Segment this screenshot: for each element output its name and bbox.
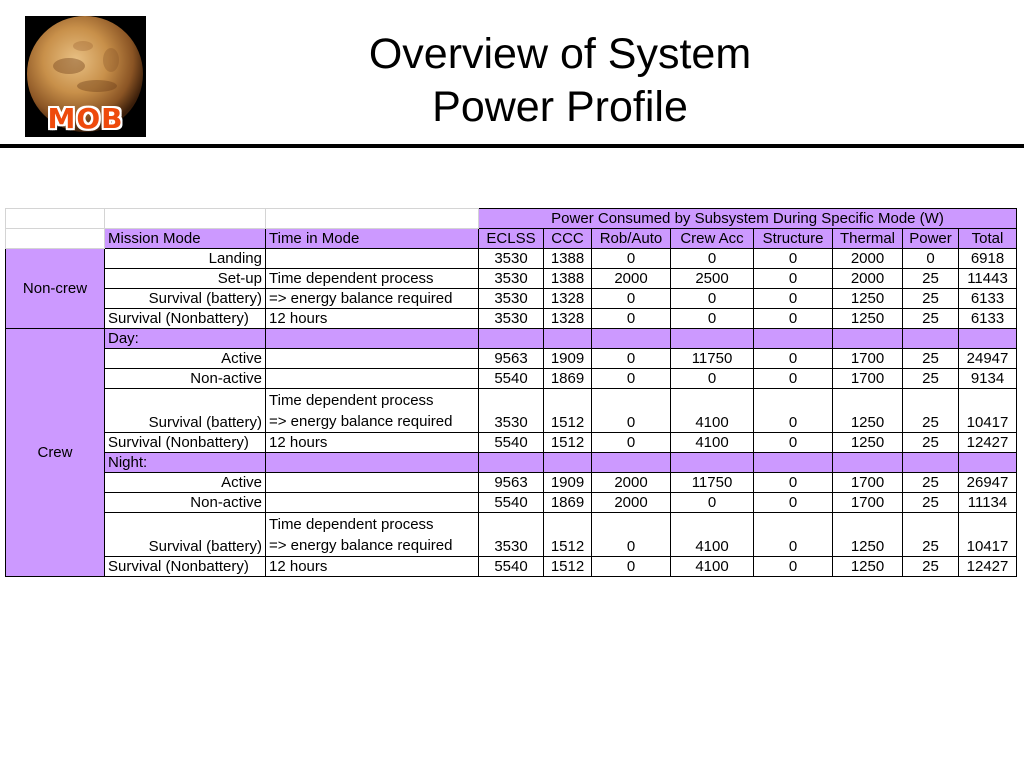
value-cell: 0 [754,513,833,557]
value-cell: 2000 [592,269,671,289]
section-label-day: Day: [105,329,266,349]
value-cell: 3530 [479,513,544,557]
time-cell [266,249,479,269]
value-cell: 0 [592,289,671,309]
time-cell [266,473,479,493]
mode-cell: Survival (battery) [105,513,266,557]
value-cell: 0 [754,473,833,493]
value-cell: 0 [754,389,833,433]
mode-cell: Non-active [105,493,266,513]
table-row [6,369,1017,389]
value-cell: 4100 [671,513,754,557]
value-cell: 4100 [671,389,754,433]
total-cell: 6918 [959,249,1017,269]
total-cell: 10417 [959,513,1017,557]
section-fill [671,453,754,473]
value-cell: 1388 [544,249,592,269]
total-cell: 11134 [959,493,1017,513]
section-fill [544,329,592,349]
section-fill [959,329,1017,349]
title-line-1: Overview of System [368,30,752,78]
value-cell: 1250 [833,433,903,453]
total-cell: 26947 [959,473,1017,493]
time-line-1: Time dependent process [269,515,434,533]
value-cell: 0 [671,369,754,389]
value-cell: 0 [592,513,671,557]
total-cell: 24947 [959,349,1017,369]
value-cell: 1700 [833,493,903,513]
value-cell: 2000 [833,249,903,269]
value-cell: 1512 [544,433,592,453]
mode-cell: Active [105,349,266,369]
section-fill [671,329,754,349]
value-cell: 0 [592,349,671,369]
value-cell: 1328 [544,289,592,309]
header-structure: Structure [754,229,833,249]
mode-cell: Landing [105,249,266,269]
value-cell: 0 [754,493,833,513]
empty-cell [105,209,266,229]
empty-cell [266,209,479,229]
time-cell: 12 hours [266,309,479,329]
header-total: Total [959,229,1017,249]
section-fill [479,453,544,473]
value-cell: 0 [754,433,833,453]
total-cell: 12427 [959,557,1017,577]
empty-cell [6,229,105,249]
mode-cell: Survival (battery) [105,389,266,433]
value-cell: 1512 [544,513,592,557]
value-cell: 1250 [833,389,903,433]
value-cell: 1700 [833,473,903,493]
table-row [6,389,1017,433]
value-cell: 1909 [544,349,592,369]
value-cell: 2000 [592,473,671,493]
header-row [6,229,1017,249]
value-cell: 0 [903,249,959,269]
time-cell [266,389,479,433]
value-cell: 0 [592,309,671,329]
section-fill [833,329,903,349]
power-profile-table [5,208,1017,577]
value-cell: 0 [754,309,833,329]
value-cell: 0 [592,249,671,269]
value-cell: 1909 [544,473,592,493]
value-cell: 0 [754,369,833,389]
value-cell: 2000 [833,269,903,289]
value-cell: 25 [903,369,959,389]
value-cell: 11750 [671,349,754,369]
section-fill [544,453,592,473]
section-row-night [6,453,1017,473]
table-row [6,249,1017,269]
value-cell: 0 [754,289,833,309]
time-cell [266,493,479,513]
value-cell: 11750 [671,473,754,493]
time-line-2: => energy balance required [269,412,453,430]
value-cell: 1328 [544,309,592,329]
section-row-day [6,329,1017,349]
value-cell: 1250 [833,289,903,309]
value-cell: 0 [671,289,754,309]
total-cell: 6133 [959,309,1017,329]
table-row [6,289,1017,309]
value-cell: 1250 [833,513,903,557]
value-cell: 0 [671,249,754,269]
section-fill [833,453,903,473]
header-ccc: CCC [544,229,592,249]
value-cell: 1869 [544,369,592,389]
value-cell: 25 [903,557,959,577]
value-cell: 0 [671,309,754,329]
mode-cell: Non-active [105,369,266,389]
value-cell: 0 [671,493,754,513]
section-fill [592,453,671,473]
value-cell: 1512 [544,389,592,433]
value-cell: 5540 [479,369,544,389]
time-cell: Time dependent process [266,269,479,289]
value-cell: 5540 [479,433,544,453]
section-fill [903,329,959,349]
value-cell: 25 [903,309,959,329]
value-cell: 4100 [671,433,754,453]
value-cell: 5540 [479,557,544,577]
group-crew: Crew [6,329,105,577]
subsystem-banner: Power Consumed by Subsystem During Specific Mode (W) [479,209,1017,229]
header-time-in-mode: Time in Mode [266,229,479,249]
mode-cell: Set-up [105,269,266,289]
value-cell: 3530 [479,249,544,269]
time-line-1: Time dependent process [269,391,434,409]
value-cell: 0 [754,557,833,577]
header-power: Power [903,229,959,249]
value-cell: 1869 [544,493,592,513]
header-mission-mode: Mission Mode [105,229,266,249]
section-fill [959,453,1017,473]
time-line-2: => energy balance required [269,536,453,554]
value-cell: 25 [903,349,959,369]
value-cell: 0 [592,389,671,433]
table-row [6,557,1017,577]
value-cell: 0 [754,249,833,269]
mode-cell: Survival (battery) [105,289,266,309]
value-cell: 2500 [671,269,754,289]
mode-cell: Survival (Nonbattery) [105,309,266,329]
time-cell [266,349,479,369]
section-fill [479,329,544,349]
value-cell: 1700 [833,369,903,389]
header-rob-auto: Rob/Auto [592,229,671,249]
value-cell: 3530 [479,389,544,433]
total-cell: 9134 [959,369,1017,389]
mob-logo [25,16,146,137]
time-cell [266,369,479,389]
value-cell: 25 [903,389,959,433]
banner-row [6,209,1017,229]
value-cell: 5540 [479,493,544,513]
section-fill [592,329,671,349]
header-thermal: Thermal [833,229,903,249]
table-row [6,269,1017,289]
value-cell: 0 [592,557,671,577]
time-cell [266,513,479,557]
table-row [6,473,1017,493]
value-cell: 3530 [479,309,544,329]
value-cell: 0 [592,433,671,453]
value-cell: 4100 [671,557,754,577]
value-cell: 25 [903,493,959,513]
time-cell: => energy balance required [266,289,479,309]
value-cell: 2000 [592,493,671,513]
title-line-2: Power Profile [432,83,688,131]
mode-cell: Active [105,473,266,493]
time-cell: 12 hours [266,433,479,453]
total-cell: 10417 [959,389,1017,433]
section-label-night: Night: [105,453,266,473]
value-cell: 25 [903,289,959,309]
logo-text: MOB [47,102,124,135]
value-cell: 3530 [479,289,544,309]
value-cell: 1388 [544,269,592,289]
time-cell: 12 hours [266,557,479,577]
slide-title [250,28,870,134]
value-cell: 25 [903,473,959,493]
header-crew-acc: Crew Acc [671,229,754,249]
value-cell: 0 [754,349,833,369]
value-cell: 25 [903,433,959,453]
value-cell: 1512 [544,557,592,577]
title-divider [0,144,1024,148]
table-row [6,309,1017,329]
value-cell: 0 [592,369,671,389]
value-cell: 1250 [833,309,903,329]
group-noncrew: Non-crew [6,249,105,329]
empty-cell [6,209,105,229]
total-cell: 12427 [959,433,1017,453]
section-fill [266,453,479,473]
table-row [6,513,1017,557]
table-row [6,493,1017,513]
value-cell: 0 [754,269,833,289]
table-row [6,349,1017,369]
mode-cell: Survival (Nonbattery) [105,557,266,577]
value-cell: 25 [903,269,959,289]
value-cell: 9563 [479,473,544,493]
value-cell: 1700 [833,349,903,369]
value-cell: 1250 [833,557,903,577]
value-cell: 25 [903,513,959,557]
section-fill [266,329,479,349]
header-eclss: ECLSS [479,229,544,249]
value-cell: 3530 [479,269,544,289]
section-fill [903,453,959,473]
section-fill [754,453,833,473]
total-cell: 11443 [959,269,1017,289]
total-cell: 6133 [959,289,1017,309]
table-row [6,433,1017,453]
mode-cell: Survival (Nonbattery) [105,433,266,453]
section-fill [754,329,833,349]
value-cell: 9563 [479,349,544,369]
